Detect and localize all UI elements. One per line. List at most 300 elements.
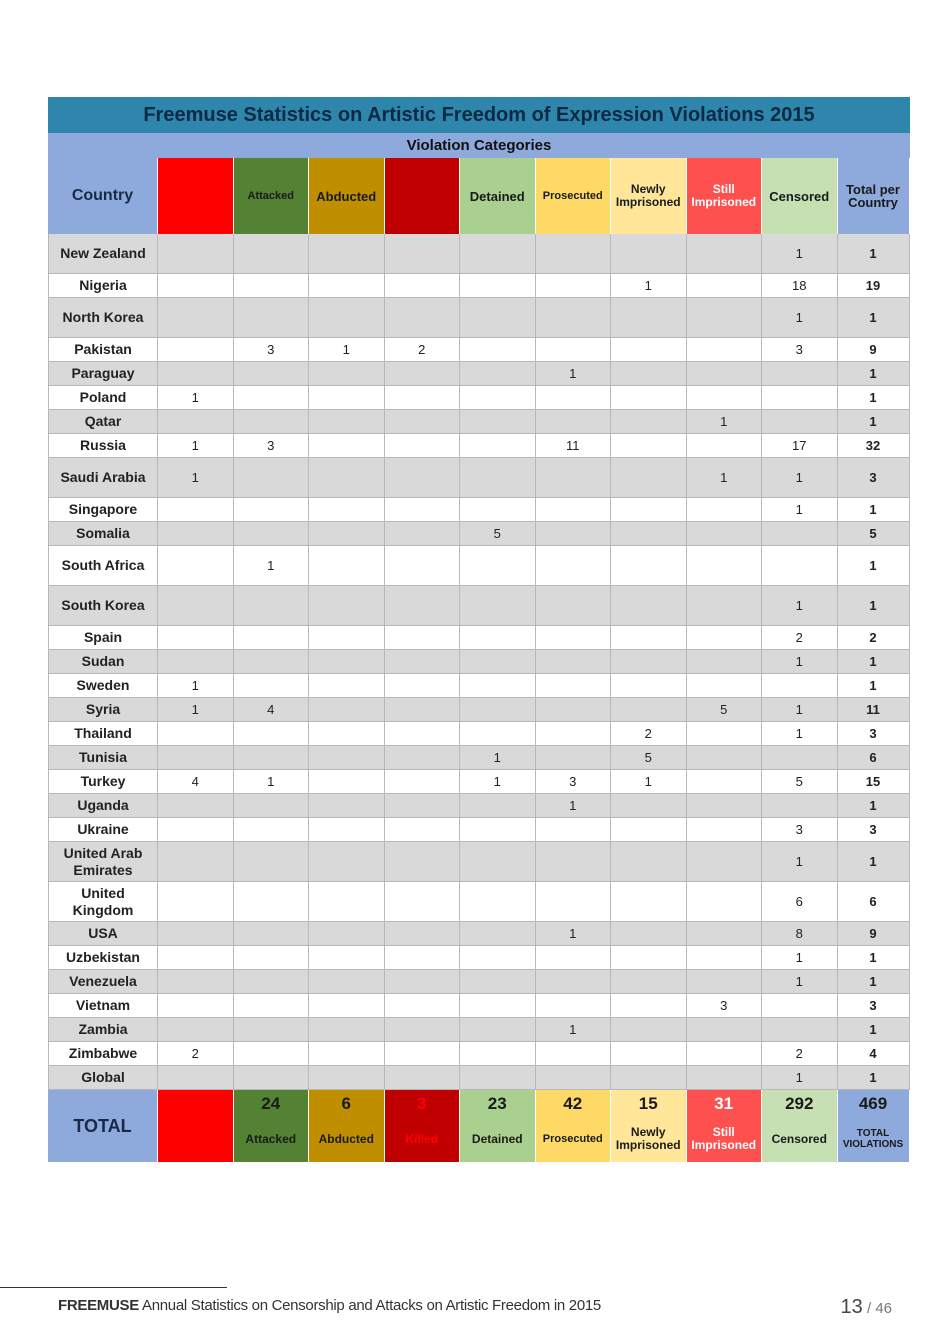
table-row	[48, 274, 910, 298]
value-cell	[158, 1066, 234, 1089]
value-cell: 1	[762, 842, 838, 881]
value-cell	[460, 1066, 536, 1089]
value-cell: 1	[611, 770, 687, 793]
value-cell	[536, 522, 612, 545]
value-cell	[611, 882, 687, 921]
value-cell	[158, 842, 234, 881]
country-total-cell: 5	[838, 522, 910, 545]
value-cell	[309, 842, 385, 881]
value-cell	[309, 498, 385, 521]
column-header: Killed	[385, 158, 461, 234]
value-cell	[385, 794, 461, 817]
value-cell	[460, 362, 536, 385]
value-cell	[158, 546, 234, 585]
country-total-cell: 4	[838, 1042, 910, 1065]
value-cell: 4	[234, 698, 310, 721]
table-row	[48, 586, 910, 626]
value-cell	[611, 698, 687, 721]
value-cell	[309, 626, 385, 649]
value-cell: 1	[158, 458, 234, 497]
value-cell	[234, 746, 310, 769]
value-cell: 2	[762, 626, 838, 649]
column-header: Detained	[460, 158, 536, 234]
value-cell	[611, 458, 687, 497]
column-header: Abducted	[309, 158, 385, 234]
value-cell	[385, 994, 461, 1017]
value-cell	[385, 410, 461, 433]
total-value: 6	[341, 1094, 351, 1113]
value-cell: 1	[536, 794, 612, 817]
value-cell	[460, 794, 536, 817]
total-cell	[687, 1090, 763, 1162]
value-cell: 1	[309, 338, 385, 361]
value-cell	[460, 386, 536, 409]
value-cell	[234, 882, 310, 921]
value-cell	[536, 1042, 612, 1065]
value-cell	[762, 674, 838, 697]
value-cell	[158, 626, 234, 649]
value-cell	[385, 522, 461, 545]
value-cell	[385, 458, 461, 497]
country-cell: New Zealand	[48, 234, 158, 273]
total-label: TOTAL VIOLATIONS	[842, 1128, 904, 1150]
table-row	[48, 882, 910, 922]
country-total-cell: 1	[838, 1018, 910, 1041]
value-cell	[158, 946, 234, 969]
value-cell	[158, 338, 234, 361]
value-cell: 1	[460, 746, 536, 769]
value-cell: 1	[234, 546, 310, 585]
value-cell: 3	[536, 770, 612, 793]
country-cell: Syria	[48, 698, 158, 721]
value-cell	[536, 882, 612, 921]
value-cell	[234, 722, 310, 745]
value-cell	[460, 970, 536, 993]
totals-row	[48, 1090, 910, 1162]
total-cell	[762, 1090, 838, 1162]
total-value: 469	[858, 1094, 888, 1113]
country-cell: Sweden	[48, 674, 158, 697]
value-cell	[309, 522, 385, 545]
table-row	[48, 922, 910, 946]
table-row	[48, 234, 910, 274]
country-cell: Paraguay	[48, 362, 158, 385]
value-cell	[687, 922, 763, 945]
value-cell: 2	[158, 1042, 234, 1065]
value-cell	[687, 1066, 763, 1089]
table-row	[48, 698, 910, 722]
table-title: Freemuse Statistics on Artistic Freedom of Expression Violations 2015	[48, 97, 910, 133]
value-cell	[687, 386, 763, 409]
country-total-cell: 3	[838, 722, 910, 745]
column-header: Prosecuted	[536, 158, 612, 234]
value-cell	[234, 410, 310, 433]
value-cell	[158, 274, 234, 297]
country-cell: Poland	[48, 386, 158, 409]
value-cell	[158, 970, 234, 993]
total-cell	[158, 1090, 234, 1162]
value-cell	[687, 970, 763, 993]
value-cell	[611, 1066, 687, 1089]
country-total-cell: 15	[838, 770, 910, 793]
table-row	[48, 458, 910, 498]
value-cell	[460, 338, 536, 361]
value-cell	[234, 922, 310, 945]
value-cell	[309, 994, 385, 1017]
total-value: 292	[785, 1094, 814, 1113]
total-value: 31	[714, 1094, 734, 1113]
value-cell	[460, 1018, 536, 1041]
value-cell	[309, 274, 385, 297]
value-cell	[536, 586, 612, 625]
value-cell	[385, 674, 461, 697]
country-cell: Vietnam	[48, 994, 158, 1017]
total-label: Abducted	[318, 1131, 374, 1146]
value-cell	[611, 922, 687, 945]
value-cell	[536, 234, 612, 273]
value-cell	[385, 1042, 461, 1065]
value-cell	[762, 362, 838, 385]
current-page: 13	[840, 1296, 863, 1318]
value-cell	[460, 650, 536, 673]
value-cell	[536, 842, 612, 881]
value-cell	[611, 674, 687, 697]
value-cell: 1	[762, 650, 838, 673]
value-cell	[460, 946, 536, 969]
value-cell: 11	[536, 434, 612, 457]
value-cell	[460, 234, 536, 273]
value-cell	[611, 522, 687, 545]
value-cell	[309, 586, 385, 625]
table-row	[48, 1018, 910, 1042]
value-cell	[611, 410, 687, 433]
value-cell	[536, 1066, 612, 1089]
table-row	[48, 794, 910, 818]
value-cell	[687, 1042, 763, 1065]
column-header: Still Imprisoned	[687, 158, 763, 234]
total-cell	[460, 1090, 536, 1162]
country-cell: Spain	[48, 626, 158, 649]
table-row	[48, 842, 910, 882]
value-cell	[385, 498, 461, 521]
country-total-cell: 1	[838, 794, 910, 817]
value-cell	[611, 994, 687, 1017]
value-cell	[762, 546, 838, 585]
value-cell	[536, 650, 612, 673]
table-body	[48, 234, 910, 1090]
country-total-cell: 3	[838, 994, 910, 1017]
value-cell	[687, 842, 763, 881]
value-cell	[687, 298, 763, 337]
value-cell	[611, 362, 687, 385]
value-cell	[611, 298, 687, 337]
value-cell	[687, 434, 763, 457]
value-cell	[385, 298, 461, 337]
value-cell	[385, 234, 461, 273]
page-separator: /	[862, 1300, 876, 1317]
country-cell: Turkey	[48, 770, 158, 793]
value-cell	[762, 1018, 838, 1041]
country-cell: South Africa	[48, 546, 158, 585]
table-row	[48, 434, 910, 458]
table-row	[48, 386, 910, 410]
value-cell	[158, 362, 234, 385]
value-cell	[309, 458, 385, 497]
value-cell	[385, 698, 461, 721]
value-cell	[460, 498, 536, 521]
total-label: Detained	[471, 1131, 523, 1146]
value-cell	[385, 362, 461, 385]
total-value: 33	[185, 1094, 205, 1113]
total-pages: 46	[875, 1300, 892, 1317]
country-total-cell: 1	[838, 946, 910, 969]
total-label: Censored	[771, 1131, 827, 1146]
value-cell	[536, 626, 612, 649]
value-cell	[611, 546, 687, 585]
value-cell	[687, 794, 763, 817]
value-cell	[158, 650, 234, 673]
value-cell: 5	[687, 698, 763, 721]
page-number	[841, 1296, 892, 1319]
value-cell	[385, 818, 461, 841]
value-cell: 5	[611, 746, 687, 769]
value-cell	[309, 386, 385, 409]
value-cell	[385, 586, 461, 625]
value-cell	[309, 674, 385, 697]
value-cell	[385, 746, 461, 769]
value-cell	[536, 546, 612, 585]
country-total-cell: 1	[838, 298, 910, 337]
value-cell	[385, 842, 461, 881]
value-cell: 3	[687, 994, 763, 1017]
country-cell: Venezuela	[48, 970, 158, 993]
value-cell	[536, 746, 612, 769]
value-cell	[687, 362, 763, 385]
country-cell: Singapore	[48, 498, 158, 521]
value-cell	[687, 770, 763, 793]
value-cell	[762, 794, 838, 817]
value-cell: 8	[762, 922, 838, 945]
country-total-cell: 1	[838, 362, 910, 385]
value-cell	[158, 234, 234, 273]
country-total-cell: 1	[838, 410, 910, 433]
value-cell	[536, 994, 612, 1017]
value-cell	[309, 946, 385, 969]
value-cell	[536, 698, 612, 721]
total-label: Persecuted or Threatened	[158, 1126, 232, 1151]
value-cell: 1	[762, 970, 838, 993]
country-total-cell: 9	[838, 922, 910, 945]
table-row	[48, 410, 910, 434]
value-cell	[536, 674, 612, 697]
country-cell: Zimbabwe	[48, 1042, 158, 1065]
total-cell	[838, 1090, 910, 1162]
violation-categories-header: Violation Categories	[48, 133, 910, 158]
value-cell	[309, 1042, 385, 1065]
country-cell: Somalia	[48, 522, 158, 545]
value-cell	[460, 842, 536, 881]
column-header: Censored	[762, 158, 838, 234]
value-cell: 3	[234, 434, 310, 457]
value-cell	[158, 522, 234, 545]
country-cell: Nigeria	[48, 274, 158, 297]
country-total-cell: 1	[838, 498, 910, 521]
value-cell: 5	[762, 770, 838, 793]
value-cell	[385, 386, 461, 409]
value-cell	[385, 1018, 461, 1041]
total-value: 42	[563, 1094, 583, 1113]
value-cell	[611, 386, 687, 409]
value-cell	[687, 650, 763, 673]
total-cell	[536, 1090, 612, 1162]
value-cell	[762, 994, 838, 1017]
value-cell	[385, 770, 461, 793]
value-cell: 1	[158, 434, 234, 457]
value-cell: 2	[385, 338, 461, 361]
table-row	[48, 970, 910, 994]
country-cell: South Korea	[48, 586, 158, 625]
value-cell	[611, 434, 687, 457]
value-cell	[309, 922, 385, 945]
value-cell	[687, 546, 763, 585]
total-cell	[385, 1090, 461, 1162]
table-row	[48, 1066, 910, 1090]
value-cell	[234, 234, 310, 273]
country-total-cell: 1	[838, 650, 910, 673]
value-cell: 1	[762, 498, 838, 521]
value-cell: 1	[687, 410, 763, 433]
value-cell	[385, 970, 461, 993]
value-cell	[385, 946, 461, 969]
value-cell	[687, 338, 763, 361]
table-row	[48, 522, 910, 546]
country-total-cell: 6	[838, 882, 910, 921]
value-cell	[687, 946, 763, 969]
value-cell	[158, 410, 234, 433]
value-cell: 1	[460, 770, 536, 793]
country-total-cell: 3	[838, 818, 910, 841]
value-cell	[762, 410, 838, 433]
country-cell: USA	[48, 922, 158, 945]
value-cell	[309, 1018, 385, 1041]
table-row	[48, 722, 910, 746]
value-cell	[234, 1066, 310, 1089]
table-row	[48, 338, 910, 362]
total-value: 24	[261, 1094, 281, 1113]
country-total-cell: 1	[838, 674, 910, 697]
country-total-cell: 1	[838, 842, 910, 881]
value-cell	[687, 818, 763, 841]
footer-text	[58, 1297, 601, 1314]
value-cell	[234, 586, 310, 625]
table-row	[48, 650, 910, 674]
value-cell	[385, 274, 461, 297]
value-cell	[687, 522, 763, 545]
total-cell	[611, 1090, 687, 1162]
value-cell	[158, 818, 234, 841]
total-label: Still Imprisoned	[691, 1125, 757, 1152]
table-row	[48, 994, 910, 1018]
value-cell: 4	[158, 770, 234, 793]
country-cell: Sudan	[48, 650, 158, 673]
column-header: Attacked	[234, 158, 310, 234]
value-cell	[158, 922, 234, 945]
value-cell	[687, 234, 763, 273]
value-cell	[460, 434, 536, 457]
value-cell	[309, 770, 385, 793]
table-row	[48, 946, 910, 970]
value-cell: 1	[536, 1018, 612, 1041]
value-cell	[687, 626, 763, 649]
table-row	[48, 298, 910, 338]
value-cell	[234, 274, 310, 297]
value-cell	[460, 818, 536, 841]
value-cell	[536, 970, 612, 993]
country-cell: Global	[48, 1066, 158, 1089]
value-cell	[309, 882, 385, 921]
value-cell	[309, 818, 385, 841]
country-cell: Pakistan	[48, 338, 158, 361]
value-cell	[385, 650, 461, 673]
value-cell	[460, 1042, 536, 1065]
value-cell	[234, 650, 310, 673]
value-cell	[460, 674, 536, 697]
country-cell: Uganda	[48, 794, 158, 817]
value-cell	[687, 498, 763, 521]
country-cell: Ukraine	[48, 818, 158, 841]
value-cell: 1	[158, 698, 234, 721]
value-cell	[309, 410, 385, 433]
value-cell	[611, 794, 687, 817]
value-cell	[158, 586, 234, 625]
footer-divider	[0, 1287, 227, 1288]
value-cell	[234, 994, 310, 1017]
value-cell	[611, 842, 687, 881]
value-cell	[460, 274, 536, 297]
country-total-cell: 32	[838, 434, 910, 457]
column-header-row	[48, 158, 910, 234]
value-cell	[234, 970, 310, 993]
value-cell: 1	[762, 946, 838, 969]
value-cell	[158, 994, 234, 1017]
total-value: 3	[417, 1094, 427, 1113]
value-cell	[309, 546, 385, 585]
value-cell	[309, 970, 385, 993]
value-cell	[611, 586, 687, 625]
value-cell	[611, 650, 687, 673]
value-cell	[460, 722, 536, 745]
value-cell	[234, 946, 310, 969]
value-cell: 1	[762, 1066, 838, 1089]
total-value: 23	[487, 1094, 507, 1113]
value-cell	[385, 1066, 461, 1089]
country-total-cell: 2	[838, 626, 910, 649]
country-total-cell: 19	[838, 274, 910, 297]
country-cell: United Arab Emirates	[48, 842, 158, 881]
country-total-cell: 6	[838, 746, 910, 769]
table-row	[48, 674, 910, 698]
value-cell	[385, 626, 461, 649]
value-cell: 17	[762, 434, 838, 457]
country-total-cell: 1	[838, 386, 910, 409]
value-cell: 1	[536, 922, 612, 945]
value-cell	[234, 458, 310, 497]
table-row	[48, 746, 910, 770]
table-row	[48, 626, 910, 650]
value-cell	[611, 626, 687, 649]
total-cell	[309, 1090, 385, 1162]
value-cell	[309, 650, 385, 673]
